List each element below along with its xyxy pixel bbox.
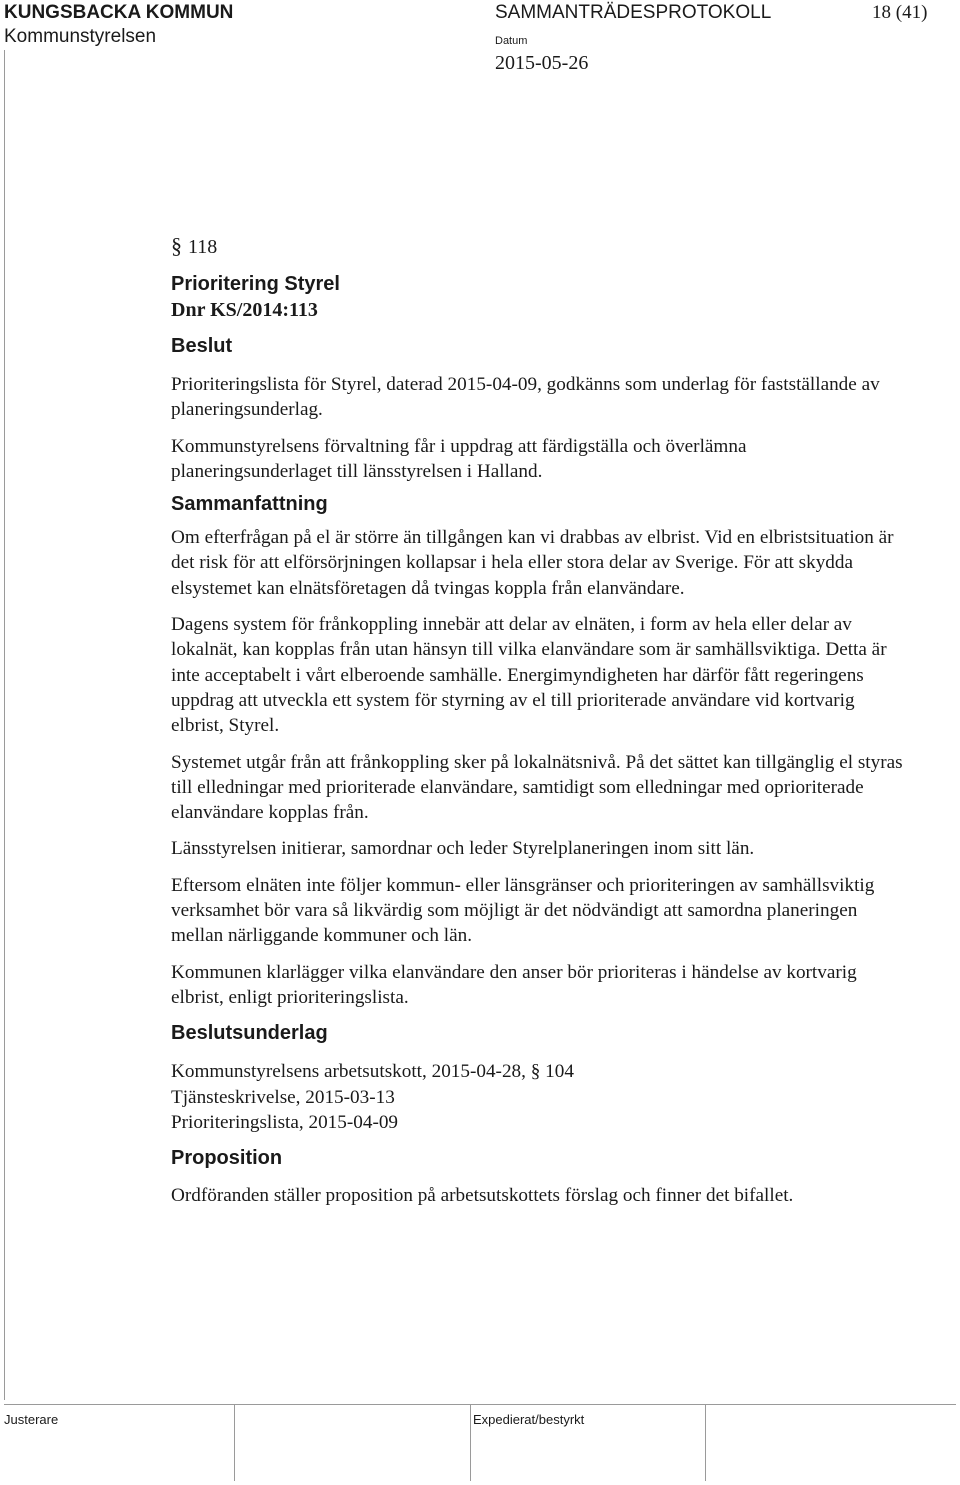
paragraph-mark: §	[530, 1061, 541, 1083]
beslut-paragraph-2: Kommunstyrelsens förvaltning får i uppdrag att färdigställa och överlämna planeringsunderlaget till länsstyrelsen i Halland.	[171, 435, 747, 482]
paragraph-mark: §	[171, 233, 182, 258]
footer-divider	[470, 1405, 471, 1481]
beslutsunderlag-item-1-number: 104	[545, 1061, 574, 1083]
section-number-value: 118	[188, 236, 218, 258]
beslutsunderlag-item-3: Prioriteringslista, 2015-04-09	[171, 1111, 399, 1133]
sammanfattning-paragraph-4: Länsstyrelsen initierar, samordnar och leder Styrelplaneringen inom sitt län.	[171, 838, 755, 860]
justerare-label: Justerare	[4, 1412, 59, 1427]
date-value: 2015-05-26	[495, 52, 589, 74]
beslutsunderlag-item-1-text: Kommunstyrelsens arbetsutskott, 2015-04-28,	[171, 1061, 526, 1083]
document-title: SAMMANTRÄDESPROTOKOLL	[495, 2, 772, 23]
department-name: Kommunstyrelsen	[4, 26, 157, 47]
heading-beslut: Beslut	[171, 335, 233, 357]
date-label: Datum	[495, 35, 528, 47]
sammanfattning-paragraph-5: Eftersom elnäten inte följer kommun- eller länsgränser och prioriteringen av samhällsviktig verksamhet bör vara så likvärdig som möjligt är det nödvändigt att samordna planeringen mellan närliggande kommuner och län.	[171, 874, 875, 947]
expedierat-label: Expedierat/bestyrkt	[473, 1412, 585, 1427]
section-number	[171, 233, 911, 260]
footer-divider	[234, 1405, 235, 1481]
heading-sammanfattning: Sammanfattning	[171, 493, 328, 516]
beslutsunderlag-item-2: Tjänsteskrivelse, 2015-03-13	[171, 1086, 395, 1108]
page-number: 18 (41)	[872, 2, 928, 23]
beslut-paragraph-1: Prioriteringslista för Styrel, daterad 2015-04-09, godkänns som underlag för fastställande av planeringsunderlag.	[171, 374, 880, 421]
heading-proposition: Proposition	[171, 1147, 283, 1170]
document-body	[171, 233, 911, 1208]
sammanfattning-paragraph-2: Dagens system för frånkoppling innebär att delar av elnäten, i form av hela eller delar av lokalnät, kan kopplas från utan hänsyn till vilka elanvändare som är samhällsviktiga. Detta är inte acceptabelt i vårt elberoende samhälle. Energimyndigheten har därför fått regeringens uppdrag att utveckla ett system för styrning av el till prioriterade användare vid kortvarig elbrist, Styrel.	[171, 614, 887, 737]
left-margin-rule	[4, 50, 5, 1400]
organization-name: KUNGSBACKA KOMMUN	[4, 2, 234, 23]
heading-beslutsunderlag: Beslutsunderlag	[171, 1022, 328, 1045]
proposition-paragraph: Ordföranden ställer proposition på arbetsutskottets förslag och finner det bifallet.	[171, 1185, 794, 1207]
footer-rule	[4, 1404, 956, 1405]
footer-divider	[705, 1405, 706, 1481]
beslutsunderlag-item-1	[171, 1059, 911, 1084]
sammanfattning-paragraph-3: Systemet utgår från att frånkoppling sker på lokalnätsnivå. På det sättet kan tillgänglig el styras till elledningar med prioriterade elanvändare, samtidigt som elledningar med oprioriterade elanvändare kopplas från.	[171, 751, 903, 824]
sammanfattning-paragraph-1: Om efterfrågan på el är större än tillgången kan vi drabbas av elbrist. Vid en elbristsituation är det risk för att elförsörjningen kollapsar i hela eller stora delar av Sverige. För att skydda elsystemet kan elnätsföretagen då tvingas koppla från elanvändare.	[171, 527, 894, 599]
section-title: Prioritering Styrel	[171, 273, 340, 295]
diary-number: Dnr KS/2014:113	[171, 299, 318, 321]
sammanfattning-paragraph-6: Kommunen klarlägger vilka elanvändare den anser bör prioriteras i händelse av kortvarig elbrist, enligt prioriteringslista.	[171, 961, 857, 1008]
